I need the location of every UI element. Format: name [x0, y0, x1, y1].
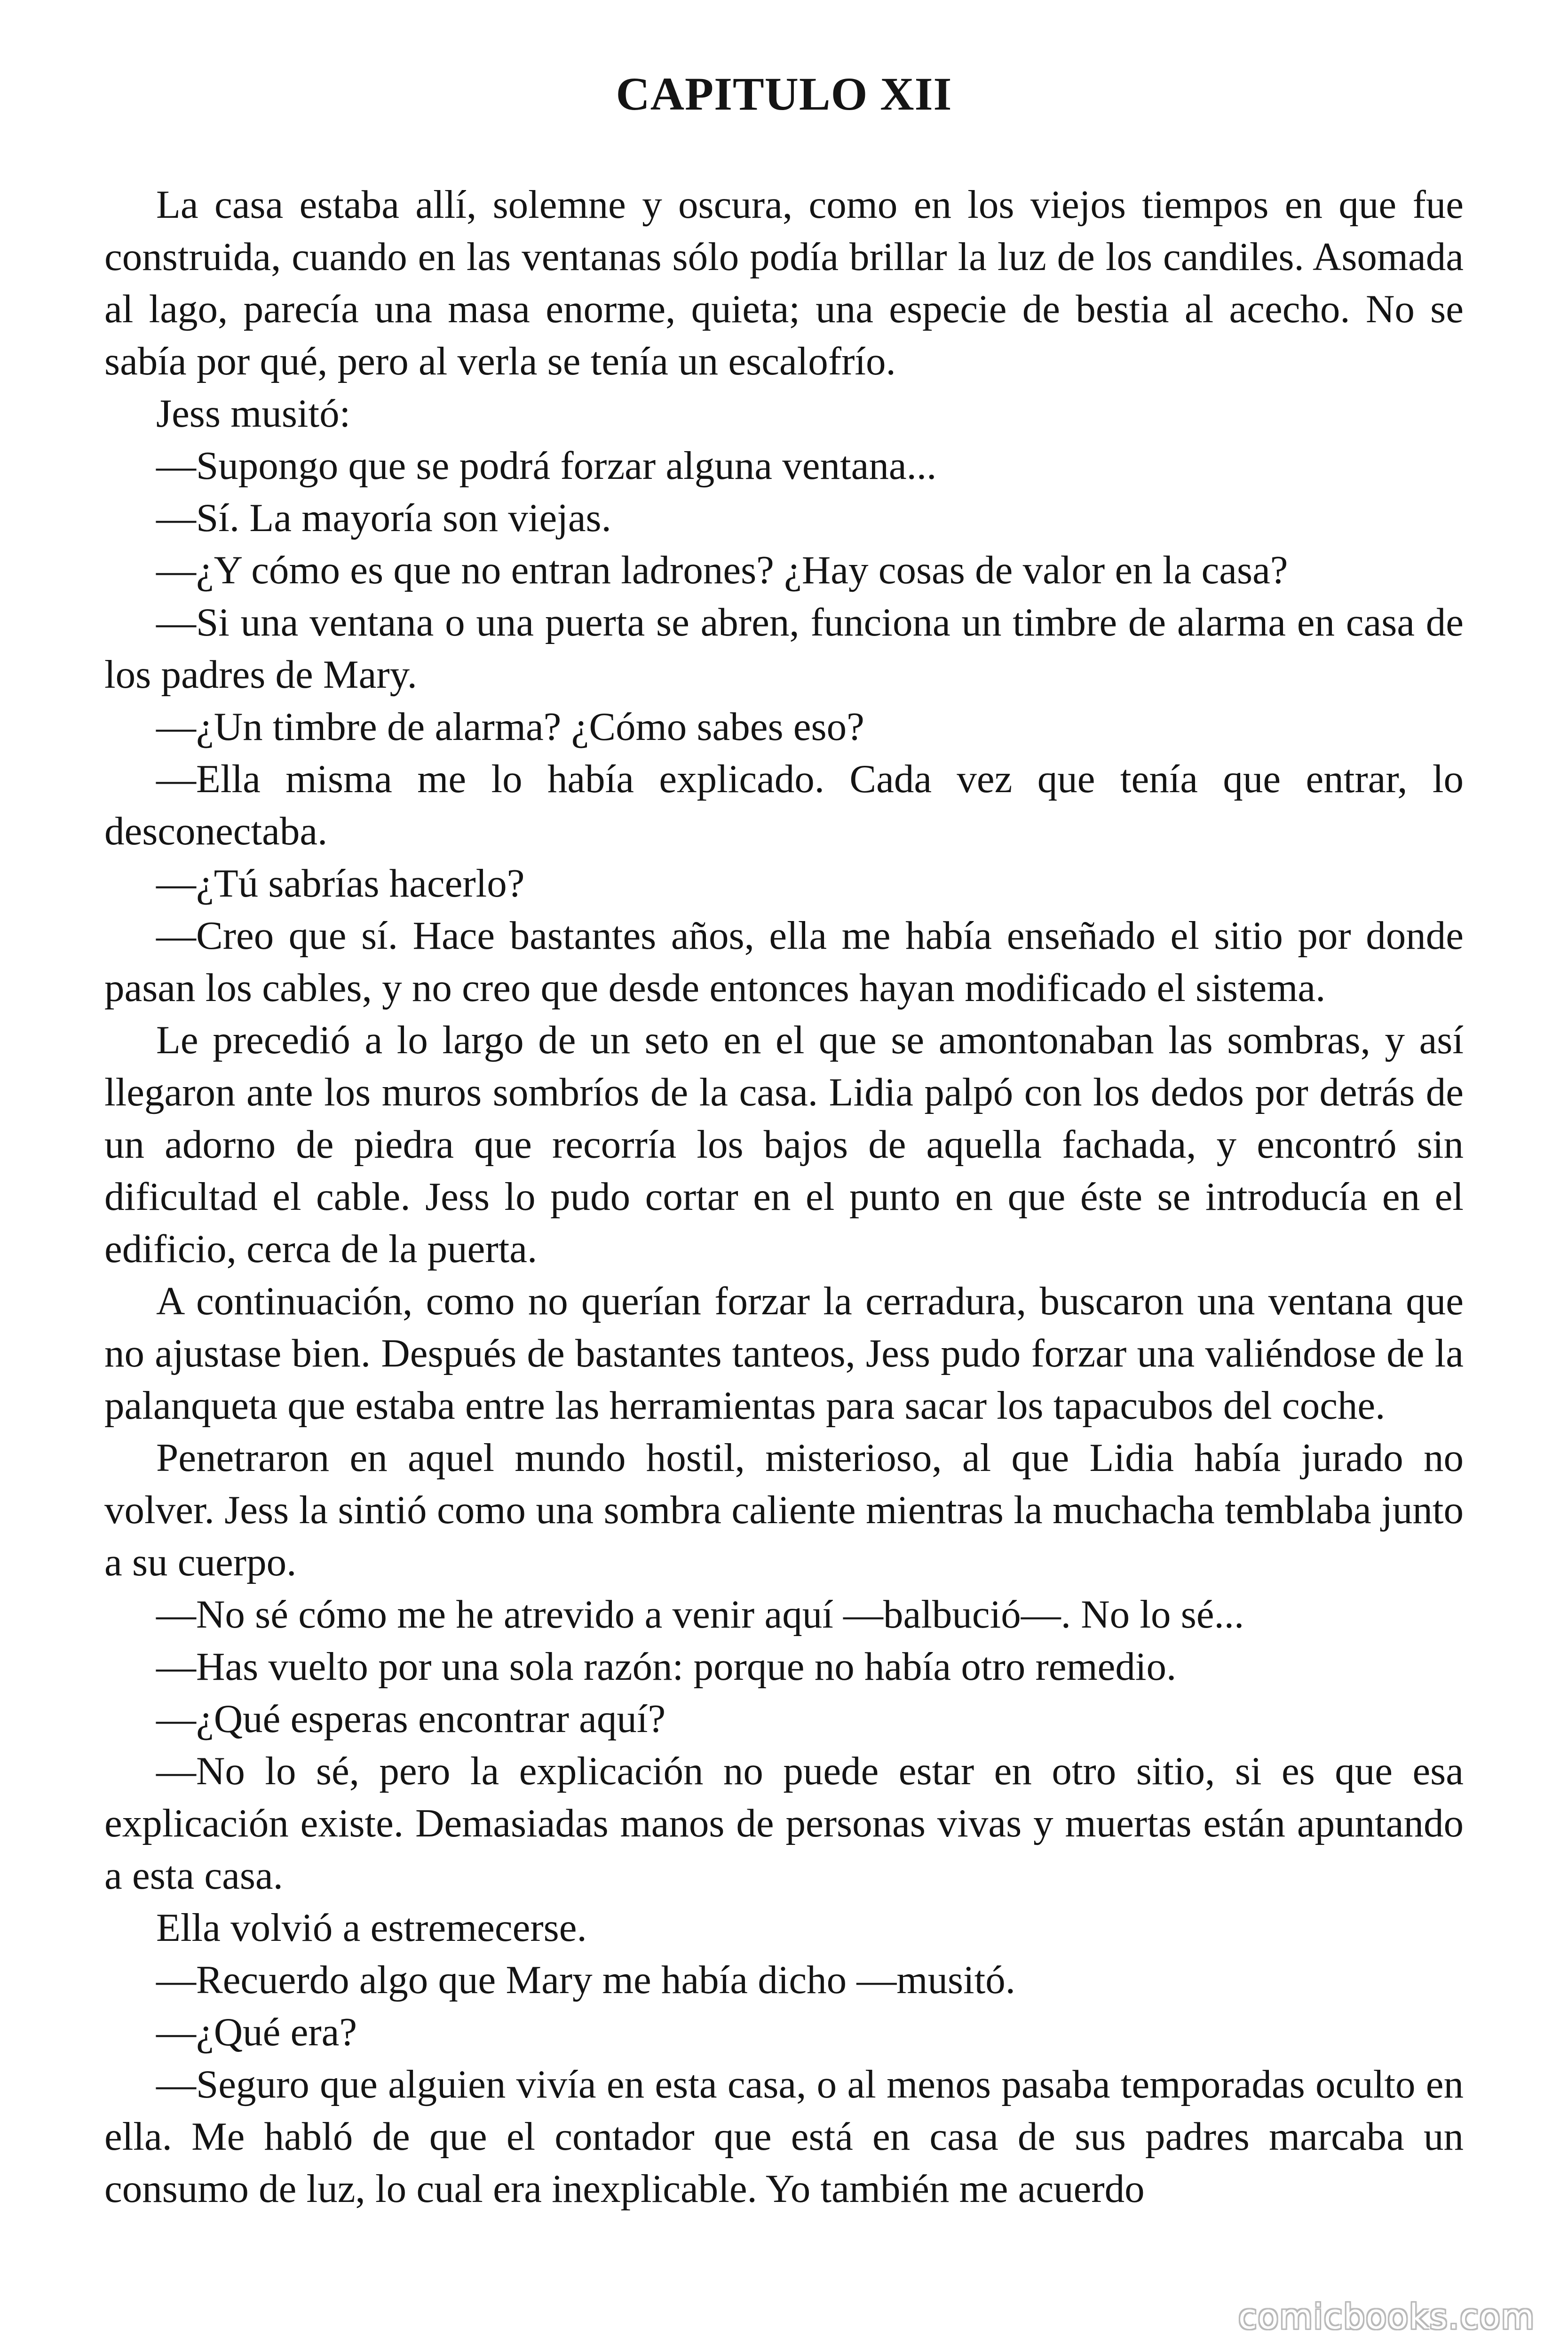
paragraph: —¿Un timbre de alarma? ¿Cómo sabes eso?	[156, 705, 864, 749]
paragraph: —Recuerdo algo que Mary me había dicho —musitó.	[156, 1958, 1016, 2002]
paragraph: —Seguro que alguien vivía en esta casa, o al menos pasaba temporadas oculto en ella. Me habló de que el contador que está en casa de sus padres marcaba un consumo de luz, lo cual era inexplicable. Yo también me acuerdo	[104, 2062, 1464, 2211]
paragraph: —¿Qué era?	[156, 2010, 357, 2054]
paragraph: —¿Tú sabrías hacerlo?	[156, 861, 525, 906]
paragraph: A continuación, como no querían forzar la cerradura, buscaron una ventana que no ajustase bien. Después de bastantes tanteos, Jess pudo forzar una valiéndose de la palanqueta que estaba entre las herramientas para sacar los tapacubos del coche.	[104, 1279, 1464, 1428]
paragraph: Penetraron en aquel mundo hostil, misterioso, al que Lidia había jurado no volver. Jess la sintió como una sombra caliente mientras la muchacha temblaba junto a su cuerpo.	[104, 1436, 1464, 1584]
paragraph: —¿Qué esperas encontrar aquí?	[156, 1697, 666, 1741]
paragraph: —Supongo que se podrá forzar alguna ventana...	[156, 444, 937, 488]
paragraph: —No lo sé, pero la explicación no puede estar en otro sitio, si es que esa explicación existe. Demasiadas manos de personas vivas y muertas están apuntando a esta casa.	[104, 1749, 1464, 1898]
paragraph: —Sí. La mayoría son viejas.	[156, 496, 611, 540]
paragraph: La casa estaba allí, solemne y oscura, como en los viejos tiempos en que fue construida, cuando en las ventanas sólo podía brillar la luz de los candiles. Asomada al lago, parecía una masa enorme, quieta; una especie de bestia al acecho. No se sabía por qué, pero al verla se tenía un escalofrío.	[104, 183, 1464, 383]
paragraph: —Has vuelto por una sola razón: porque no había otro remedio.	[156, 1645, 1177, 1689]
chapter-title: CAPITULO XII	[616, 68, 952, 120]
paragraph: —Ella misma me lo había explicado. Cada vez que tenía que entrar, lo desconectaba.	[104, 757, 1464, 853]
paragraph: Jess musitó:	[156, 391, 351, 436]
paragraph: —¿Y cómo es que no entran ladrones? ¿Hay cosas de valor en la casa?	[156, 548, 1288, 592]
paragraph: —Creo que sí. Hace bastantes años, ella me había enseñado el sitio por donde pasan los cables, y no creo que desde entonces hayan modificado el sistema.	[104, 914, 1464, 1010]
paragraph: —Si una ventana o una puerta se abren, funciona un timbre de alarma en casa de los padres de Mary.	[104, 600, 1464, 697]
paragraph: Ella volvió a estremecerse.	[156, 1906, 587, 1950]
chapter-body	[104, 179, 1464, 2215]
paragraph: Le precedió a lo largo de un seto en el que se amontonaban las sombras, y así llegaron ante los muros sombríos de la casa. Lidia palpó con los dedos por detrás de un adorno de piedra que recorría los bajos de aquella fachada, y encontró sin dificultad el cable. Jess lo pudo cortar en el punto en que éste se introducía en el edificio, cerca de la puerta.	[104, 1018, 1464, 1271]
watermark: comicbooks.com	[1238, 2297, 1535, 2336]
paragraph: —No sé cómo me he atrevido a venir aquí —balbució—. No lo sé...	[156, 1592, 1244, 1637]
